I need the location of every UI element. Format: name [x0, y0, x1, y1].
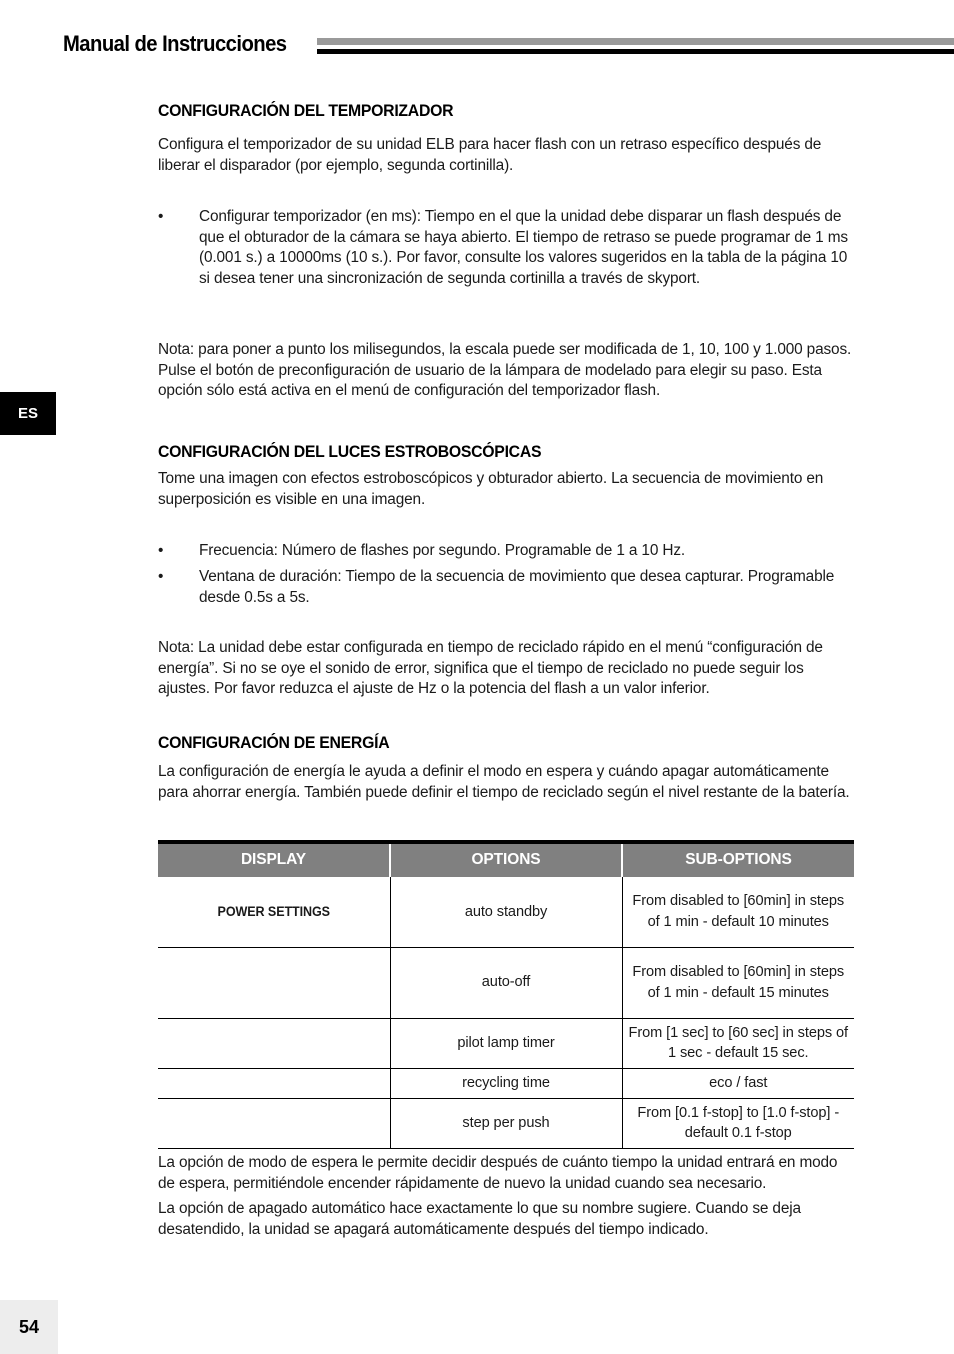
page-title: Manual de Instrucciones: [63, 31, 287, 56]
header-rule-black: [317, 49, 954, 54]
table-row: [158, 1068, 854, 1098]
paragraph-standby: La opción de modo de espera le permite decidir después de cuánto tiempo la unidad entrará en modo de espera, permitiéndole encender rápidamente de nuevo la unidad cuando sea necesario.: [158, 1154, 838, 1192]
table-cell-option: step per push: [390, 1098, 622, 1148]
table-cell-option: auto standby: [390, 877, 622, 947]
table-cell-display: [166, 1068, 382, 1098]
section-heading-power: CONFIGURACIÓN DE ENERGÍA: [158, 733, 390, 752]
section-intro-power: La configuración de energía le ayuda a definir el modo en espera y cuándo apagar automáticamente para ahorrar energía. También puede definir el tiempo de reciclado según el nivel restante de la batería.: [158, 763, 850, 801]
table-cell-sub-option: From disabled to [60min] in steps of 1 min - default 10 minutes: [622, 877, 854, 947]
table-row: [158, 1098, 854, 1148]
column-header-sub-options: SUB-OPTIONS: [622, 842, 854, 877]
table-row: [158, 877, 854, 947]
table-cell-display: POWER SETTINGS: [166, 877, 382, 947]
table-cell-sub-option: eco / fast: [622, 1068, 854, 1098]
table-row: [158, 1018, 854, 1068]
bullet-text: Ventana de duración: Tiempo de la secuencia de movimiento que desea capturar. Programable desde 0.5s a 5s.: [199, 568, 835, 606]
table-cell-option: recycling time: [390, 1068, 622, 1098]
table-cell-sub-option: From [0.1 f-stop] to [1.0 f-stop] - default 0.1 f-stop: [622, 1098, 854, 1148]
table-cell-display: [166, 1018, 382, 1068]
section-intro-timer: Configura el temporizador de su unidad ELB para hacer flash con un retraso específico después de liberar el disparador (por ejemplo, segunda cortinilla).: [158, 136, 822, 174]
language-tab: ES: [0, 392, 56, 435]
table-cell-sub-option: From disabled to [60min] in steps of 1 min - default 15 minutes: [622, 947, 854, 1018]
bullet-icon: •: [158, 568, 164, 585]
section-note-timer: Nota: para poner a punto los milisegundos, la escala puede ser modificada de 1, 10, 100 y 1.000 pasos. Pulse el botón de preconfiguración de usuario de la lámpara de modelado para elegir su paso. Esta opción sólo está activa en el menú de configuración del temporizador flash.: [158, 341, 852, 399]
bullet-text: Configurar temporizador (en ms): Tiempo en el que la unidad debe disparar un flash después de que el obturador de la cámara se haya abierto. El tiempo de retraso se puede programar de 1 ms (0.001 s.) a 10000ms (10 s.). Por favor, consulte los valores sugeridos en la tabla de la página 10 si desea tener una sincronización de segunda cortinilla a través de skyport.: [199, 208, 848, 287]
section-note-strobe: Nota: La unidad debe estar configurada en tiempo de reciclado rápido en el menú “configuración de energía”. Si no se oye el sonido de error, significa que el tiempo de reciclado no puede seguir los ajustes. Por favor reduzca el ajuste de Hz o la potencia del flash a un valor inferior.: [158, 639, 823, 697]
page-number: 54: [0, 1300, 58, 1354]
table-cell-sub-option: From [1 sec] to [60 sec] in steps of 1 sec - default 15 sec.: [622, 1018, 854, 1068]
section-heading-strobe: CONFIGURACIÓN DEL LUCES ESTROBOSCÓPICAS: [158, 442, 542, 461]
table-cell-option: pilot lamp timer: [390, 1018, 622, 1068]
bullet-text: Frecuencia: Número de flashes por segundo. Programable de 1 a 10 Hz.: [199, 542, 685, 559]
table-header-row: [158, 842, 854, 877]
table-cell-display: [166, 947, 382, 1018]
bullet-icon: •: [158, 542, 164, 559]
paragraph-auto-off: La opción de apagado automático hace exactamente lo que su nombre sugiere. Cuando se deja desatendido, la unidad se apagará automáticamente después del tiempo indicado.: [158, 1200, 801, 1238]
column-header-display: DISPLAY: [158, 842, 390, 877]
table-row: [158, 947, 854, 1018]
power-settings-table: [158, 840, 854, 1149]
column-header-options: OPTIONS: [390, 842, 622, 877]
table-cell-option: auto-off: [390, 947, 622, 1018]
header-rule-gray: [317, 38, 954, 45]
table-cell-display: [166, 1098, 382, 1148]
bullet-icon: •: [158, 208, 164, 225]
section-intro-strobe: Tome una imagen con efectos estroboscópicos y obturador abierto. La secuencia de movimiento en superposición es visible en una imagen.: [158, 470, 824, 508]
section-heading-timer: CONFIGURACIÓN DEL TEMPORIZADOR: [158, 101, 454, 120]
